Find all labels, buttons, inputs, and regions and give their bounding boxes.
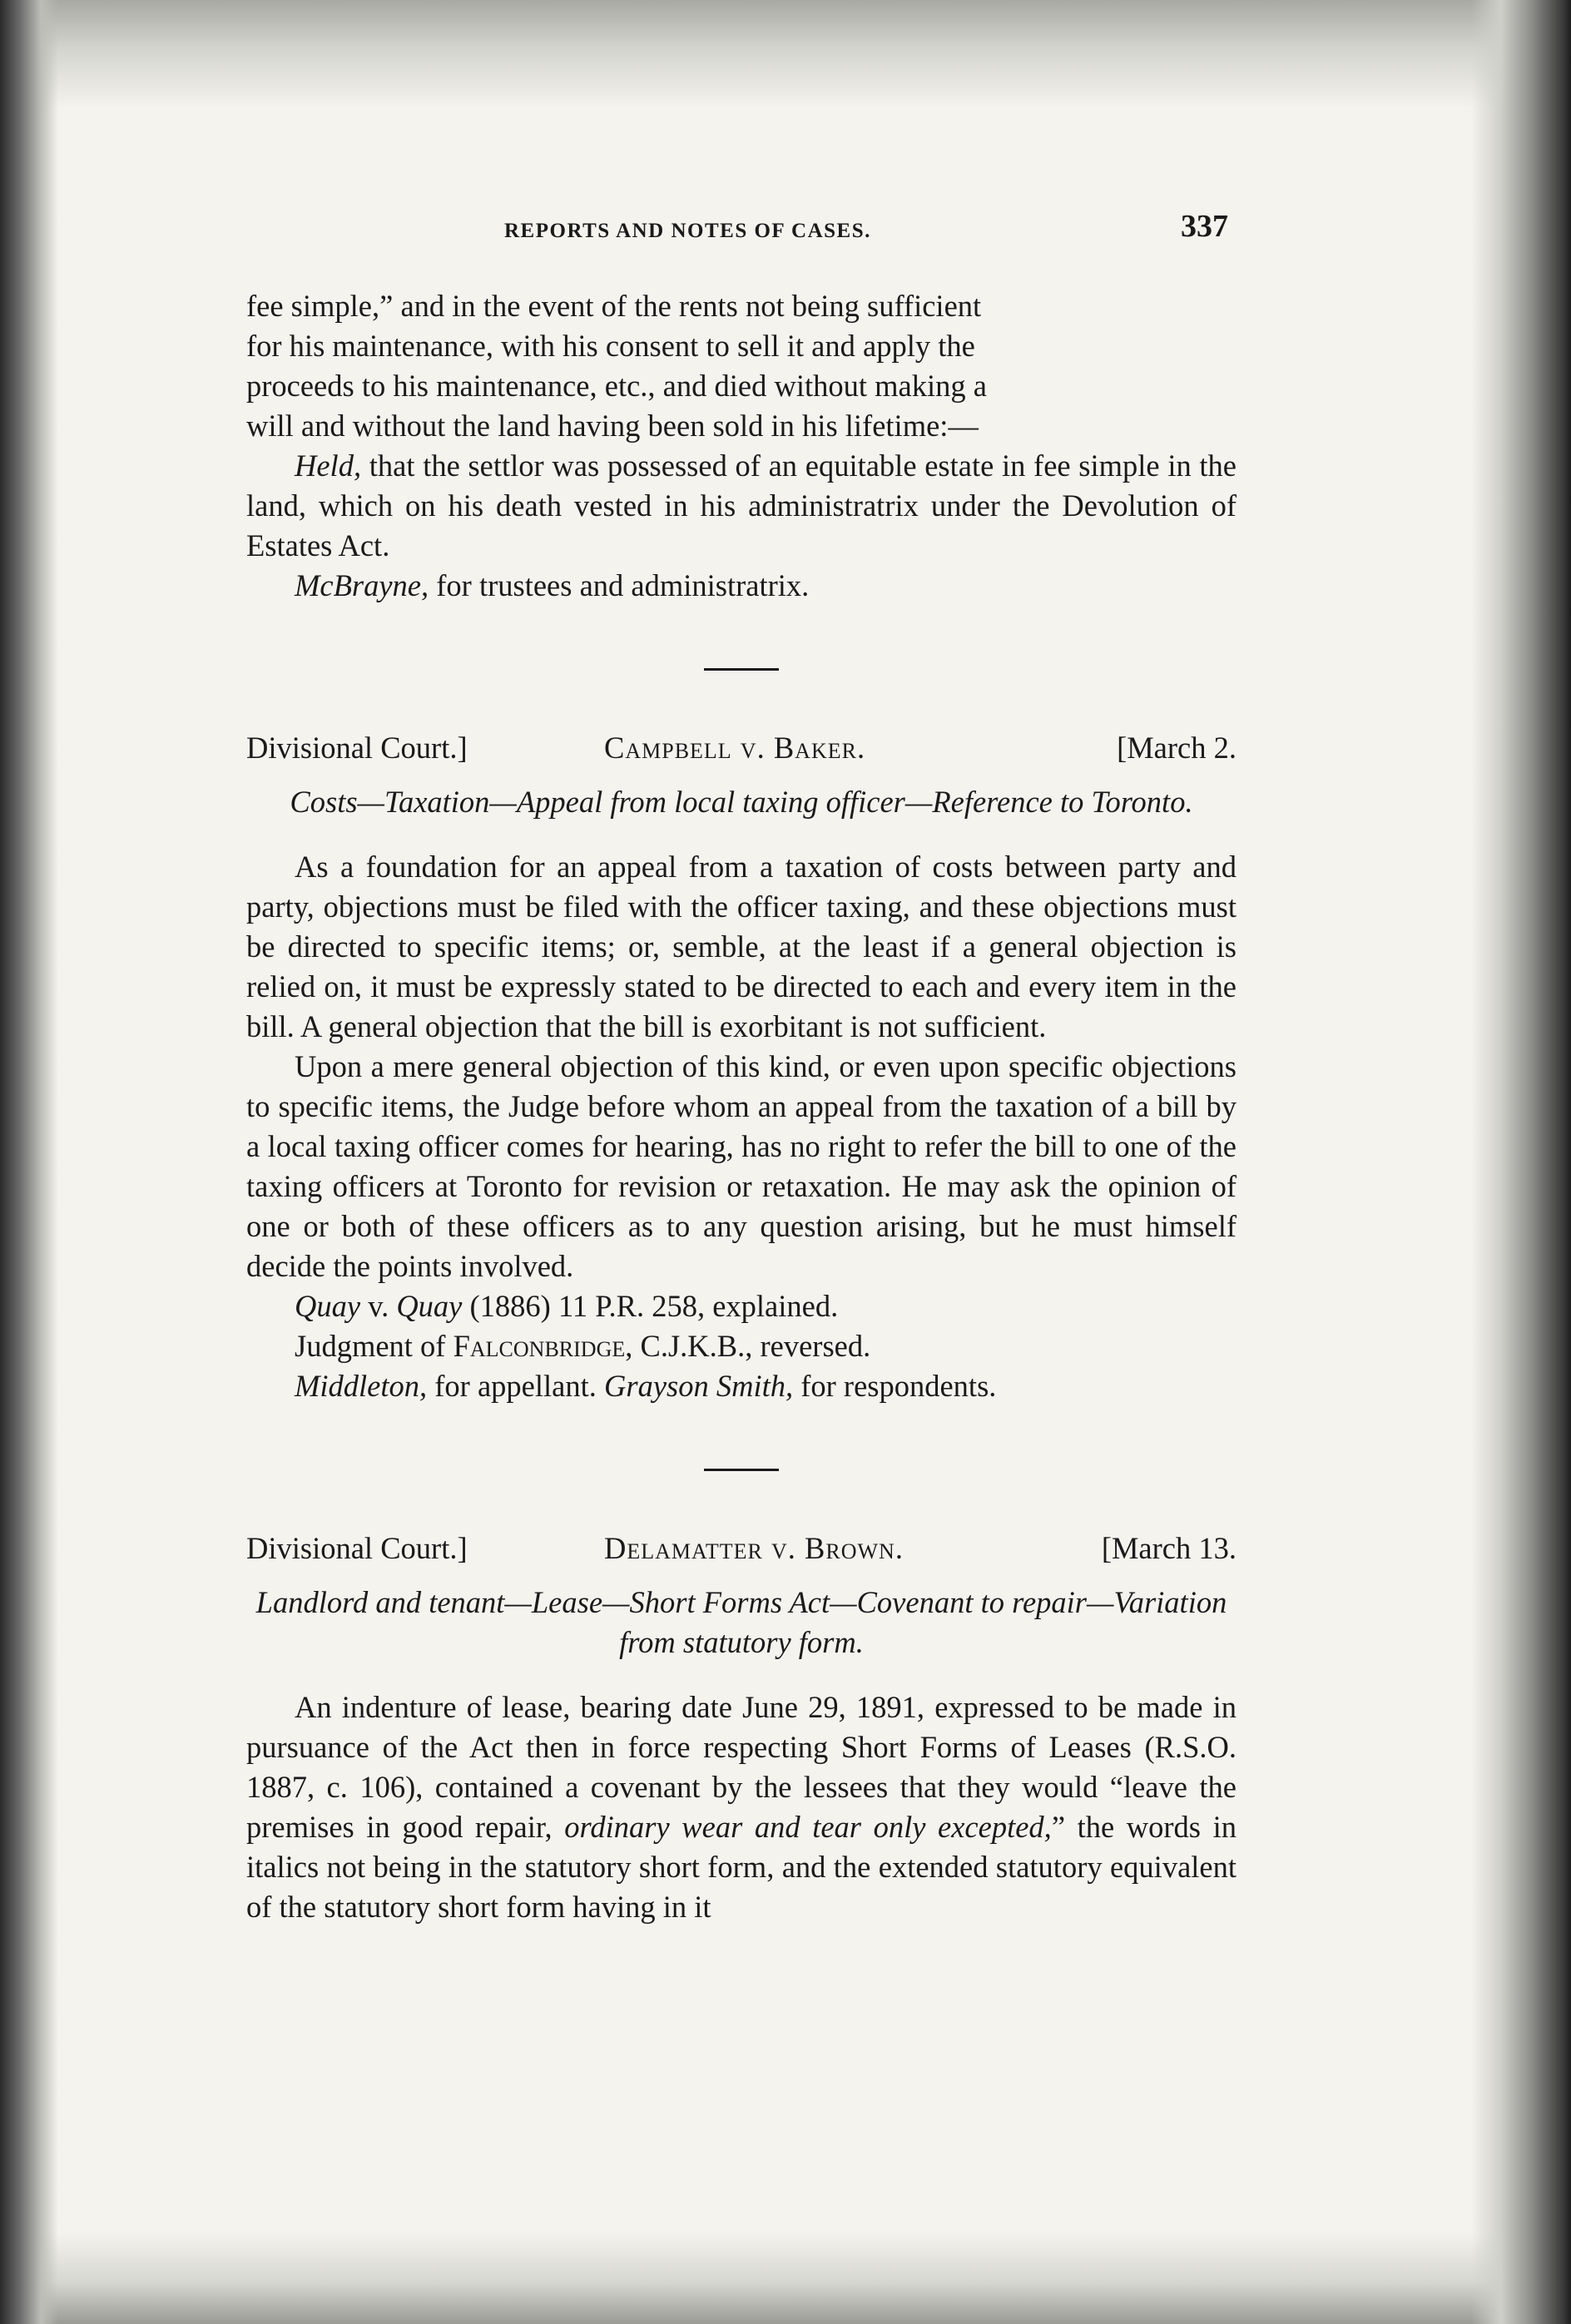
held-text: that the settlor was possessed of an equitable estate in fee simple in the land, which on his death vested in his administratrix under the Devolution of Estates Act. [246,448,1236,562]
case-name: Campbell v. Baker. [604,731,866,765]
continuation-line: proceeds to his maintenance, etc., and died without making a [246,369,987,403]
judgment-post: , C.J.K.B., reversed. [625,1329,871,1363]
case-date: [March 13. [1101,1531,1236,1565]
cite-party-a: Quay [295,1289,361,1323]
counsel-name: McBrayne, [295,568,429,602]
scan-edge-right [1471,0,1571,2324]
case-heading [246,1528,1236,1569]
citation-line [246,1286,1236,1326]
held-label: Held, [295,448,362,483]
counsel-name: Middleton, [295,1369,428,1403]
counsel-text: for appellant. [427,1369,604,1403]
section-continuation [246,286,1236,606]
case-heading [246,727,1236,769]
scan-edge-bottom [0,2232,1571,2324]
body-paragraph: Upon a mere general objection of this kind, or even upon specific objections to specific items, the Judge before whom an appeal from the taxation of a bill by a local taxing officer comes for hearing, has no right to refer the bill to one of the taxing officers at Toronto for revision or retaxation. He may ask the opinion of one or both of these officers as to any question arising, but he must himself decide the points involved. [246,1049,1236,1283]
page-content [246,208,1236,1927]
case-date: [March 2. [1117,731,1236,765]
counsel-text: for respondents. [793,1369,997,1403]
catchwords: Costs—Taxation—Appeal from local taxing officer—Reference to Toronto. [290,785,1193,819]
counsel-text: for trustees and administratrix. [429,568,810,602]
continuation-line: fee simple,” and in the event of the rents not being sufficient [246,289,982,323]
cite-rest: (1886) 11 P.R. 258, explained. [462,1289,839,1323]
cite-v: v. [360,1289,397,1323]
scan-edge-left [0,0,58,2324]
counsel-name: Grayson Smith, [604,1369,794,1403]
section-divider [704,1469,779,1471]
continuation-line: for his maintenance, with his consent to sell it and apply the [246,329,975,363]
counsel-line [246,566,1236,606]
case-name: Delamatter v. Brown. [604,1531,904,1565]
case-delamatter-v-brown [246,1528,1236,1927]
running-head [246,208,1236,258]
body-text: An indenture of lease, bearing date June 29, 1891, expressed to be made in pursuance of the Act then in force respecting Short Forms of Leases (R.S.O. 1887, c. 106), contained a covenant by the lessees that they would “leave the premises in good repair, [246,1690,1236,1844]
scan-edge-top [0,0,1571,108]
page-number: 337 [1181,209,1228,244]
judgment-line [246,1326,1236,1366]
body-italic: ordinary wear and tear only excepted, [564,1810,1052,1844]
running-title: REPORTS AND NOTES OF CASES. [504,220,871,242]
judgment-judge: Falconbridge [453,1329,626,1363]
case-court: Divisional Court.] [246,1531,468,1565]
judgment-pre: Judgment of [295,1329,453,1363]
counsel-line [246,1366,1236,1406]
body-text: ” the words in italics not being in the statutory short form, and the extended statutory equivalent of the statutory short form having in it [246,1810,1236,1924]
body-paragraph [246,1687,1236,1927]
cite-party-b: Quay [396,1289,463,1323]
case-campbell-v-baker [246,727,1236,1406]
body-paragraph: As a foundation for an appeal from a taxation of costs between party and party, objections must be filed with the officer taxing, and these objections must be directed to specific items; or, semble, at the least if a general objection is relied on, it must be expressly stated to be directed to each and every item in the bill. A general objection that the bill is exorbitant is not sufficient. [246,850,1236,1043]
section-divider [704,668,779,671]
catchwords: Landlord and tenant—Lease—Short Forms Act—Covenant to repair—Variation from statutory form. [255,1585,1227,1659]
continuation-line: will and without the land having been sold in his lifetime:— [246,409,979,443]
held-paragraph [246,446,1236,566]
continuation-paragraph [246,286,1236,446]
case-court: Divisional Court.] [246,731,468,765]
